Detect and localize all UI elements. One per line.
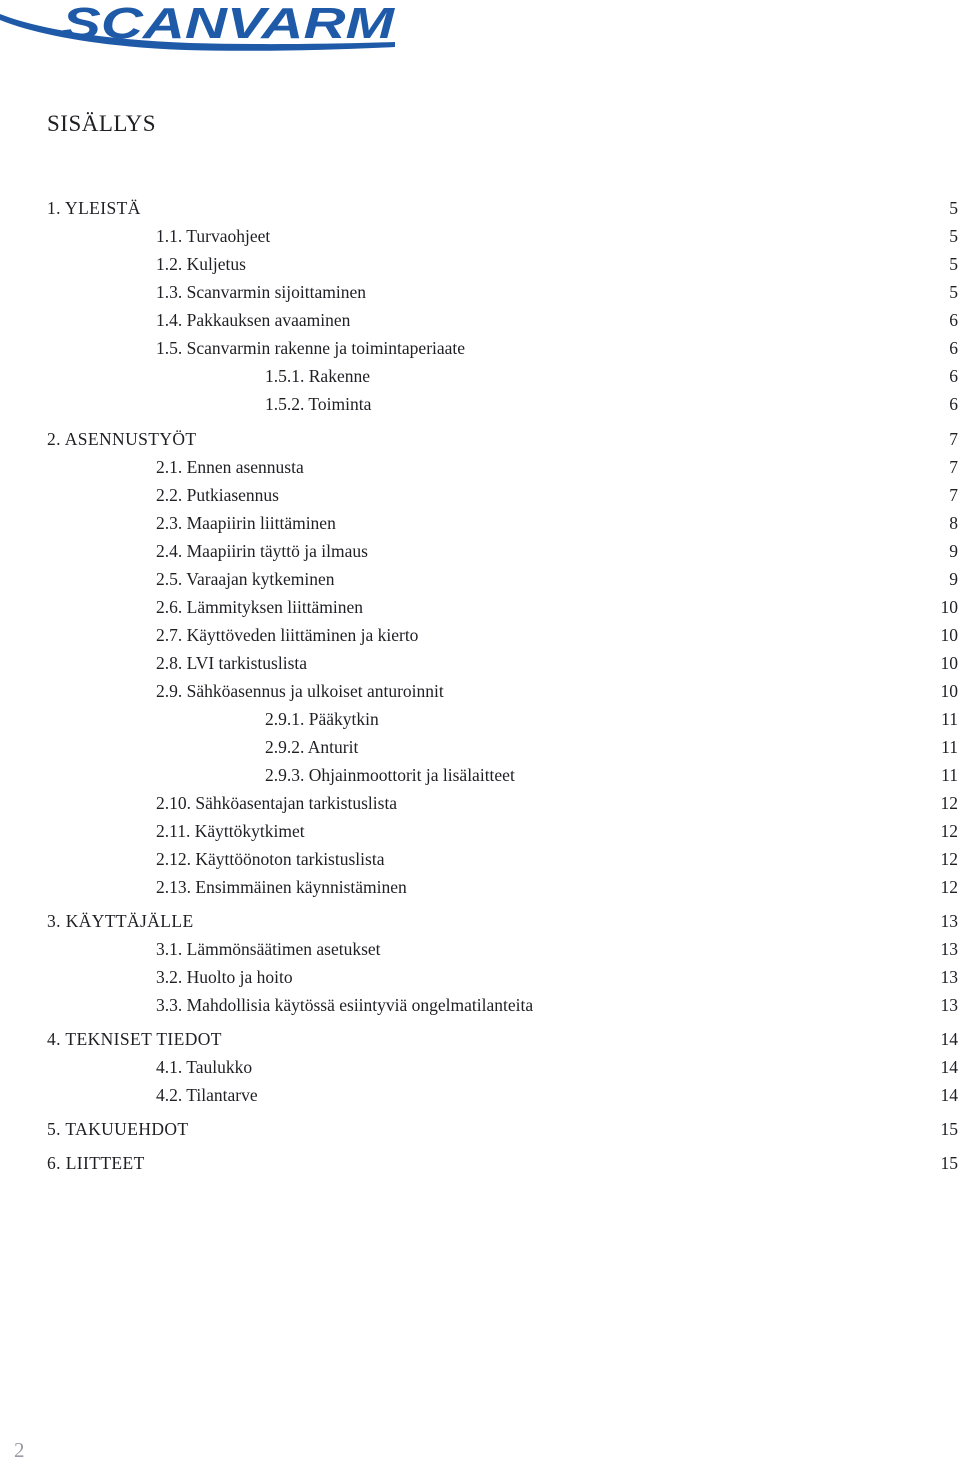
toc-entry-label: 1. YLEISTÄ: [47, 198, 141, 218]
toc-entry-page: 13: [940, 911, 958, 931]
toc-entry: [0, 763, 960, 787]
toc-entry-page: 14: [940, 1029, 958, 1049]
toc-entry: [0, 735, 960, 759]
toc-entry: [0, 707, 960, 731]
toc-entry-page: 10: [940, 597, 958, 617]
toc-entry-page: 12: [940, 793, 958, 813]
toc-entry-page: 15: [940, 1119, 958, 1139]
toc-entry-page: 11: [941, 709, 958, 729]
toc-entry-label: 2.11. Käyttökytkimet: [156, 821, 305, 841]
toc-entry-page: 14: [940, 1085, 958, 1105]
toc-entry-label: 2.1. Ennen asennusta: [156, 457, 304, 477]
toc-entry: [0, 511, 960, 535]
toc-entry-page: 15: [940, 1153, 958, 1173]
toc-entry-page: 12: [940, 849, 958, 869]
toc-entry: [0, 336, 960, 360]
toc-entry-page: 7: [949, 429, 958, 449]
toc-entry: [0, 937, 960, 961]
toc-entry-page: 14: [940, 1057, 958, 1077]
toc-entry-page: 8: [949, 513, 958, 533]
toc-entry-label: 2.10. Sähköasentajan tarkistuslista: [156, 793, 398, 813]
toc-entry-page: 9: [949, 569, 958, 589]
toc-entry-label: 3.2. Huolto ja hoito: [156, 967, 293, 987]
toc-entry-label: 1.2. Kuljetus: [156, 254, 246, 274]
toc-entry-label: 4.2. Tilantarve: [156, 1085, 258, 1105]
toc-entry-page: 5: [949, 198, 958, 218]
toc-entry-page: 13: [940, 939, 958, 959]
toc-entry: [0, 1055, 960, 1079]
toc-entry-page: 5: [949, 282, 958, 302]
toc-entry-label: 3.1. Lämmönsäätimen asetukset: [156, 939, 381, 959]
toc-entry: [0, 483, 960, 507]
toc-entry-label: 1.4. Pakkauksen avaaminen: [156, 310, 351, 330]
toc-entry: [0, 965, 960, 989]
toc-entry-label: 2.5. Varaajan kytkeminen: [156, 569, 335, 589]
toc-entry: [0, 252, 960, 276]
toc-entry-label: 6. LIITTEET: [47, 1153, 145, 1173]
toc-entry-page: 10: [940, 653, 958, 673]
toc-entry: [0, 1027, 960, 1051]
toc-entry: [0, 539, 960, 563]
toc-entry-label: 4.1. Taulukko: [156, 1057, 253, 1077]
toc-entry-label: 2.13. Ensimmäinen käynnistäminen: [156, 877, 407, 897]
toc-entry: [0, 595, 960, 619]
logo-wordmark: SCANVARM: [62, 0, 396, 48]
toc-entry: [0, 909, 960, 933]
page-title: SISÄLLYS: [47, 111, 157, 136]
toc-entry: [0, 1083, 960, 1107]
toc-entry-page: 5: [949, 226, 958, 246]
toc-entry-page: 10: [940, 681, 958, 701]
toc-entry: [0, 224, 960, 248]
toc-entry-label: 2.7. Käyttöveden liittäminen ja kierto: [156, 625, 419, 645]
toc-entry: [0, 364, 960, 388]
toc-entry: [0, 819, 960, 843]
toc-entry: [0, 1151, 960, 1175]
toc-entry: [0, 280, 960, 304]
toc-entry-label: 5. TAKUUEHDOT: [47, 1119, 189, 1139]
toc-entry-label: 1.1. Turvaohjeet: [156, 226, 271, 246]
toc-entry-label: 1.5.1. Rakenne: [265, 366, 370, 386]
toc-entry-page: 6: [949, 366, 958, 386]
toc-entry: [0, 1117, 960, 1141]
toc-entry: [0, 392, 960, 416]
toc-entry-page: 7: [949, 485, 958, 505]
toc-entry-label: 2.4. Maapiirin täyttö ja ilmaus: [156, 541, 368, 561]
toc-entry-label: 2.2. Putkiasennus: [156, 485, 279, 505]
toc-entry-page: 5: [949, 254, 958, 274]
toc-entry: [0, 455, 960, 479]
toc-entry-label: 2. ASENNUSTYÖT: [47, 429, 197, 449]
toc-entry-label: 2.9.2. Anturit: [265, 737, 359, 757]
toc-entry-page: 11: [941, 737, 958, 757]
toc-entry-page: 6: [949, 338, 958, 358]
toc-entry-page: 6: [949, 310, 958, 330]
toc-entry-label: 2.9.1. Pääkytkin: [265, 709, 379, 729]
toc-entry-label: 1.3. Scanvarmin sijoittaminen: [156, 282, 366, 302]
toc-entry-page: 11: [941, 765, 958, 785]
toc-entry: [0, 993, 960, 1017]
toc-entry-page: 7: [949, 457, 958, 477]
toc-entry: [0, 791, 960, 815]
toc-entry-page: 12: [940, 877, 958, 897]
toc-entry-label: 4. TEKNISET TIEDOT: [47, 1029, 222, 1049]
toc-entry-page: 10: [940, 625, 958, 645]
toc-entry-page: 12: [940, 821, 958, 841]
toc-entry-label: 2.9.3. Ohjainmoottorit ja lisälaitteet: [265, 765, 515, 785]
toc-entry-page: 9: [949, 541, 958, 561]
toc-entry-page: 13: [940, 995, 958, 1015]
toc-entry: [0, 308, 960, 332]
toc-entry: [0, 679, 960, 703]
toc-entry: [0, 847, 960, 871]
page-number: 2: [14, 1438, 25, 1462]
toc-entry-label: 1.5. Scanvarmin rakenne ja toimintaperiaate: [156, 338, 466, 358]
toc-entry: [0, 875, 960, 899]
toc-entry-label: 3.3. Mahdollisia käytössä esiintyviä ongelmatilanteita: [156, 995, 534, 1015]
toc-entry: [0, 196, 960, 220]
toc-entry-label: 1.5.2. Toiminta: [265, 394, 372, 414]
toc-entry: [0, 567, 960, 591]
toc-entry-label: 2.8. LVI tarkistuslista: [156, 653, 308, 673]
toc-entry: [0, 427, 960, 451]
toc-entry-label: 2.3. Maapiirin liittäminen: [156, 513, 336, 533]
toc-entry: [0, 651, 960, 675]
toc-entry-label: 3. KÄYTTÄJÄLLE: [47, 911, 194, 931]
toc-entry-label: 2.9. Sähköasennus ja ulkoiset anturoinnit: [156, 681, 444, 701]
toc-entry: [0, 623, 960, 647]
toc-entry-label: 2.12. Käyttöönoton tarkistuslista: [156, 849, 385, 869]
toc-entry-label: 2.6. Lämmityksen liittäminen: [156, 597, 364, 617]
toc-entry-page: 6: [949, 394, 958, 414]
toc-entry-page: 13: [940, 967, 958, 987]
